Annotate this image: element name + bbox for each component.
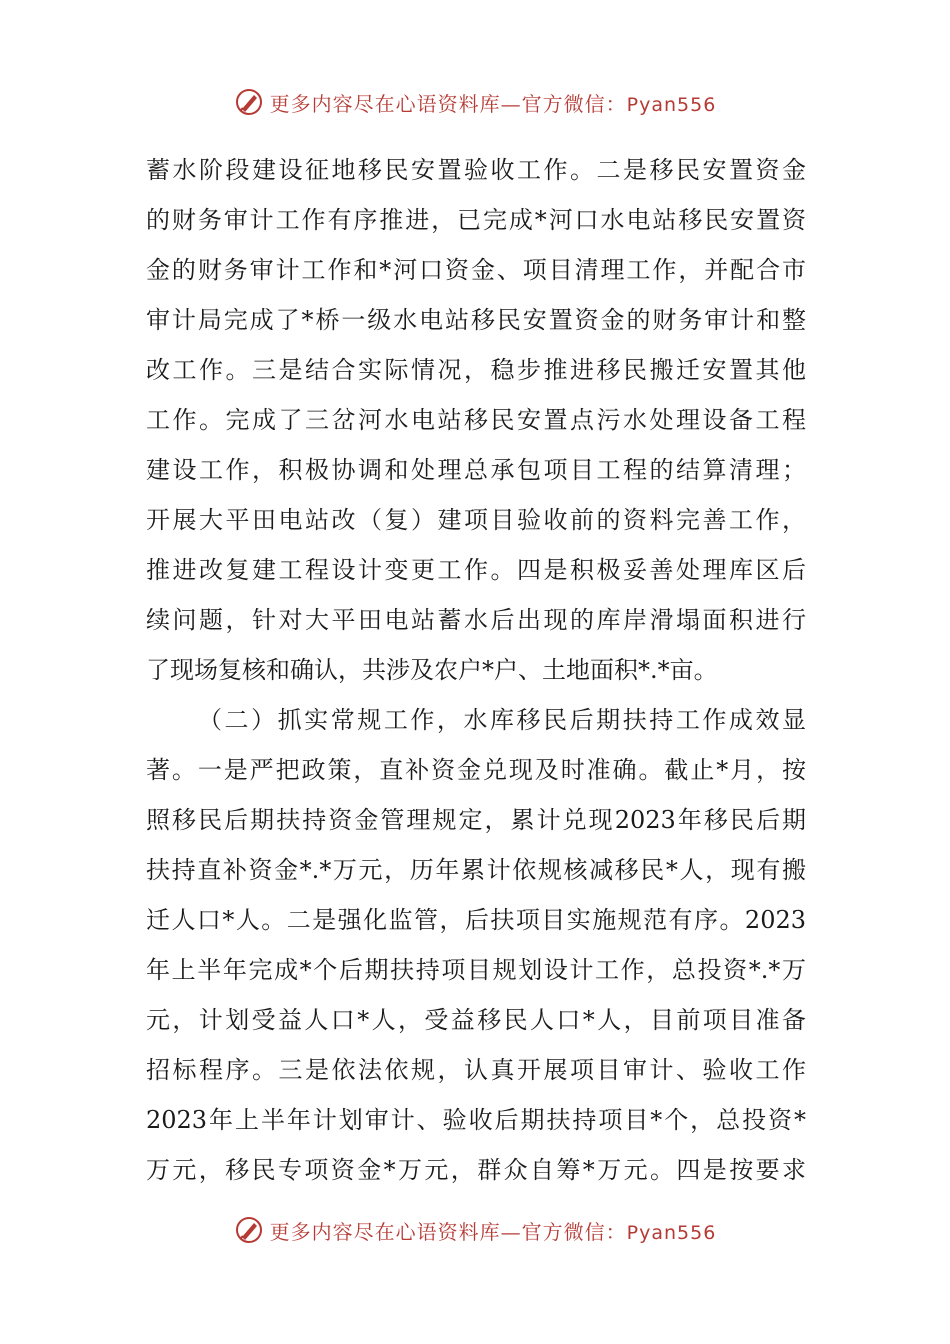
header-watermark-banner bbox=[0, 82, 950, 122]
text-line: 万元，移民专项资金*万元，群众自筹*万元。四是按要求 bbox=[146, 1156, 806, 1184]
text-line: 招标程序。三是依法依规，认真开展项目审计、验收工作 bbox=[146, 1056, 806, 1084]
text-line: 迁人口*人。二是强化监管，后扶项目实施规范有序。2023 bbox=[146, 906, 806, 934]
text-line: 改工作。三是结合实际情况，稳步推进移民搬迁安置其他 bbox=[146, 356, 806, 384]
text-line: 的财务审计工作有序推进，已完成*河口水电站移民安置资 bbox=[146, 206, 806, 234]
banner-text: 更多内容尽在心语资料库—官方微信：Pyan556 bbox=[269, 91, 717, 116]
footer-watermark-banner bbox=[0, 1210, 950, 1250]
document-body bbox=[146, 145, 806, 1195]
text-line: 金的财务审计工作和*河口资金、项目清理工作，并配合市 bbox=[146, 256, 806, 284]
text-line: 2023年上半年计划审计、验收后期扶持项目*个，总投资* bbox=[146, 1106, 806, 1134]
text-line: 元，计划受益人口*人，受益移民人口*人，目前项目准备 bbox=[146, 1006, 806, 1034]
text-line: 推进改复建工程设计变更工作。四是积极妥善处理库区后 bbox=[146, 556, 806, 584]
wechat-id: Pyan556 bbox=[626, 1221, 717, 1244]
text-line: 扶持直补资金*.*万元，历年累计依规核减移民*人，现有搬 bbox=[146, 856, 806, 884]
text-line: 开展大平田电站改（复）建项目验收前的资料完善工作， bbox=[146, 506, 806, 534]
section-heading-line: （二）抓实常规工作，水库移民后期扶持工作成效显 bbox=[198, 706, 806, 734]
text-line: 照移民后期扶持资金管理规定，累计兑现2023年移民后期 bbox=[146, 806, 806, 834]
pen-logo-icon bbox=[234, 87, 264, 117]
banner-text: 更多内容尽在心语资料库—官方微信：Pyan556 bbox=[269, 1219, 717, 1244]
text-line: 蓄水阶段建设征地移民安置验收工作。二是移民安置资金 bbox=[146, 156, 806, 184]
text-line: 建设工作，积极协调和处理总承包项目工程的结算清理； bbox=[146, 456, 806, 484]
text-line: 年上半年完成*个后期扶持项目规划设计工作，总投资*.*万 bbox=[146, 956, 806, 984]
text-line: 审计局完成了*桥一级水电站移民安置资金的财务审计和整 bbox=[146, 306, 806, 334]
text-line: 著。一是严把政策，直补资金兑现及时准确。截止*月，按 bbox=[146, 756, 806, 784]
pen-logo-icon bbox=[234, 1215, 264, 1245]
text-line: 了现场复核和确认，共涉及农户*户、土地面积*.*亩。 bbox=[146, 656, 718, 684]
text-line: 续问题，针对大平田电站蓄水后出现的库岸滑塌面积进行 bbox=[146, 606, 806, 634]
wechat-id: Pyan556 bbox=[626, 93, 717, 116]
text-line: 工作。完成了三岔河水电站移民安置点污水处理设备工程 bbox=[146, 406, 806, 434]
